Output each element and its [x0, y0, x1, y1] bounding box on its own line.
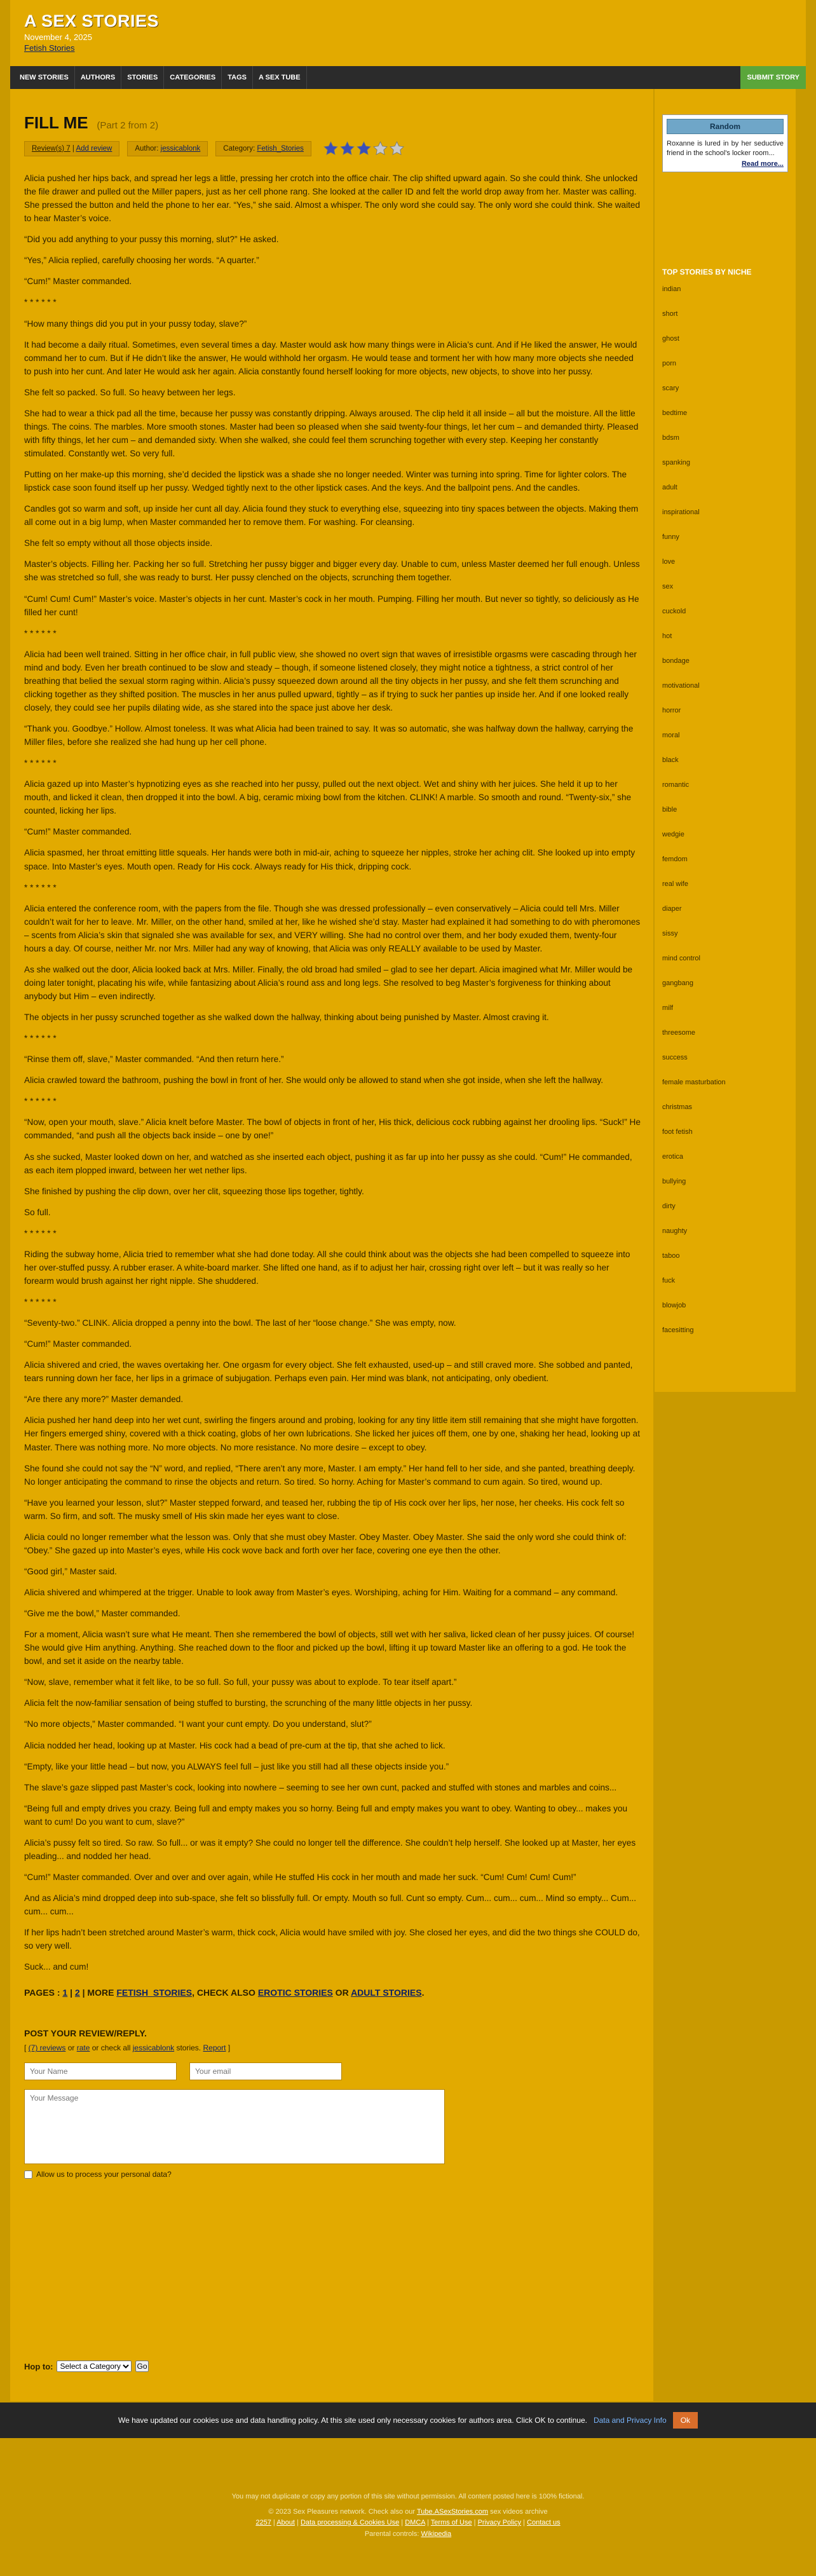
story-paragraph: The slave’s gaze slipped past Master’s cock, looking into nowhere – seeming to see her own cunt, packed and stuffed with stones and marbles and coins...: [24, 1782, 617, 1792]
niche-item[interactable]: bondage: [662, 657, 690, 665]
story-paragraph: “Being full and empty drives you crazy. Being full and empty makes you so horny. Being full and empty makes you want to obey. Wanting to obey... makes you want to cum! Do you want to cum, slave?”: [24, 1803, 628, 1827]
story-paragraph: She felt so packed. So full. So heavy between her legs.: [24, 387, 236, 397]
pages-tail: .: [421, 1987, 425, 1998]
niche-item[interactable]: mind control: [662, 954, 700, 962]
story-paragraph: “How many things did you put in your pussy today, slave?”: [24, 318, 247, 329]
niche-item[interactable]: short: [662, 310, 678, 318]
story-paragraph: As she sucked, Master looked down on her, and watched as she inserted each object, pushing it as far up into her pussy as she could. “Cum!” He commanded, as each item plopped inward, between her wet nether lips.: [24, 1152, 632, 1175]
niche-item[interactable]: foot fetish: [662, 1128, 693, 1136]
wikipedia-link[interactable]: Wikipedia: [421, 2530, 452, 2538]
reviews-count[interactable]: Review(s) 7: [32, 144, 71, 153]
consent-row: [24, 2170, 641, 2179]
footer-link[interactable]: Privacy Policy: [477, 2519, 522, 2527]
niche-item[interactable]: horror: [662, 706, 681, 714]
niche-item[interactable]: erotica: [662, 1152, 684, 1161]
nav-authors[interactable]: AUTHORS: [75, 66, 121, 89]
niche-item[interactable]: gangbang: [662, 979, 693, 987]
site-header: [10, 0, 806, 66]
reviews-pill: [24, 141, 119, 156]
cookie-ok-button[interactable]: Ok: [673, 2412, 698, 2429]
niche-item[interactable]: bedtime: [662, 409, 688, 417]
random-box: [662, 114, 788, 172]
niche-item[interactable]: ghost: [662, 334, 679, 343]
check-also-label: , CHECK ALSO: [192, 1987, 258, 1998]
more-category-link[interactable]: FETISH_STORIES: [116, 1987, 193, 1998]
nav-sex-tube[interactable]: A SEX TUBE: [253, 66, 307, 89]
niche-item[interactable]: diaper: [662, 904, 682, 913]
stories-text: stories.: [174, 2043, 203, 2053]
niche-item[interactable]: black: [662, 756, 679, 764]
email-input[interactable]: [189, 2062, 342, 2080]
more-label: MORE: [85, 1987, 117, 1998]
add-review-link[interactable]: Add review: [76, 144, 112, 153]
story-paragraph: Alicia’s pussy felt so tired. So raw. So full... or was it empty? She could no longer tell the difference. She couldn’t help herself. She looked up at Master, her eyes pleading... and nodded her head.: [24, 1837, 636, 1861]
story-paragraph: “Now, slave, remember what it felt like, to be so full. So full, your pussy was about to explode. To tear itself apart.”: [24, 1677, 457, 1687]
niche-item[interactable]: fuck: [662, 1276, 676, 1285]
review-heading: POST YOUR REVIEW/REPLY.: [24, 2028, 147, 2039]
niche-item[interactable]: success: [662, 1053, 688, 1061]
story-body: [24, 172, 641, 1973]
story-paragraph: Alicia shivered and whimpered at the trigger. Unable to look away from Master’s eyes. Worshiping, aching for Him. Waiting for a command – any command.: [24, 1588, 618, 1597]
pages-label: PAGES :: [24, 1987, 63, 1998]
nav-stories[interactable]: STORIES: [121, 66, 164, 89]
story-paragraph: “No more objects,” Master commanded. “I want your cunt empty. Do you understand, slut?”: [24, 1719, 372, 1729]
niche-item[interactable]: romantic: [662, 780, 690, 789]
site-title[interactable]: A SEX STORIES: [24, 11, 160, 31]
random-text: Roxanne is lured in by her seductive friend in the school's locker room...: [667, 140, 784, 158]
story-paragraph: “Cum!” Master commanded.: [24, 1339, 132, 1349]
review-inputs: [24, 2062, 641, 2080]
niche-item[interactable]: bible: [662, 805, 677, 814]
parental-label: Parental controls:: [364, 2530, 421, 2538]
author-link[interactable]: jessicablonk: [160, 144, 201, 153]
story-paragraph: “Cum!” Master commanded.: [24, 276, 132, 287]
tube-tail: sex videos archive: [488, 2507, 548, 2516]
section-separator: * * * * * *: [24, 1297, 57, 1307]
section-separator: * * * * * *: [24, 882, 57, 892]
niche-item[interactable]: adult: [662, 483, 677, 491]
story-paragraph: If her lips hadn’t been stretched around Master’s warm, thick cock, Alicia would have smiled with joy. She closed her eyes, and did the two things she COULD do, so very well.: [24, 1928, 640, 1951]
section-separator: * * * * * *: [24, 1033, 57, 1044]
story-paragraph: Candles got so warm and soft, up inside her cunt all day. Alicia found they stuck to everything else, squeezing into tiny spaces between the objects. Making them all come out in a big lump, when Master commanded her to remove them. For washing. For cleansing.: [24, 504, 639, 528]
story-paragraph: And as Alicia’s mind dropped deep into sub-space, she felt so blissfully full. Or empty. Mouth so full. Cunt so empty. Cum... cum... cum... Mind so empty... Cum... cum... cum...: [24, 1893, 637, 1917]
niche-item[interactable]: spanking: [662, 458, 691, 467]
story-paragraph: She had to wear a thick pad all the time, because her pussy was constantly dripping. Always aroused. The clip held it all inside – all but the moisture. All the little things. The coins. The marbles. More smooth stones. Master had been so pleased when she said twenty-four things, let her cum – and demanded thirty. Pleased with fifty things, let her cum – and demanded sixty. When she walked, she could feel them scrunching together with every step. Keeping her constantly stimulated. Constantly wet. So very full.: [24, 408, 639, 458]
star-filled-icon[interactable]: [356, 140, 372, 156]
consent-label: Allow us to process your personal data?: [36, 2170, 172, 2179]
hop-label: Hop to:: [24, 2361, 53, 2371]
section-separator: * * * * * *: [24, 758, 57, 768]
niche-title: TOP STORIES BY NICHE: [662, 267, 752, 276]
adult-stories-link[interactable]: ADULT STORIES: [351, 1987, 422, 1998]
story-paragraph: “Did you add anything to your pussy this morning, slut?” He asked.: [24, 235, 279, 245]
niche-item[interactable]: sissy: [662, 929, 678, 937]
nav-categories[interactable]: CATEGORIES: [164, 66, 222, 89]
niche-item[interactable]: scary: [662, 384, 679, 392]
author-pill: [127, 141, 208, 156]
author-label: Author:: [135, 144, 161, 153]
story-paragraph: Alicia pushed her hand deep into her wet cunt, swirling the fingers around and probing, looking for any tiny little item still remaining that she might have forgotten. Her fingers emerged shiny, covered with a thick coating, globs of her own lubrications. She licked her juices off them, one by one, shaking her head, looking up at Master. There was nothing more. No more objects. No more resistance. No more desire – except to obey.: [24, 1415, 640, 1452]
niche-item[interactable]: cuckold: [662, 607, 686, 615]
story-paragraph: “Seventy-two.” CLINK. Alicia dropped a penny into the bowl. The last of her “loose change.” She was empty, now.: [24, 1318, 456, 1328]
story-paragraph: Alicia crawled toward the bathroom, pushing the bowl in front of her. She would only be allowed to stand when she got inside, when she left the hallway.: [24, 1075, 604, 1086]
niche-item[interactable]: threesome: [662, 1028, 695, 1037]
tube-link[interactable]: Tube.ASexStories.com: [416, 2507, 489, 2516]
rate-link[interactable]: rate: [76, 2043, 90, 2053]
footer-link[interactable]: About: [276, 2519, 295, 2527]
niche-item[interactable]: sex: [662, 582, 674, 590]
story-paragraph: “Cum!” Master commanded. Over and over and over again, while He stuffed His cock in her mouth and made her suck. “Cum! Cum! Cum! Cum!”: [24, 1872, 576, 1882]
niche-item[interactable]: bdsm: [662, 433, 679, 442]
niche-item[interactable]: moral: [662, 731, 680, 739]
story-paragraph: She felt so empty without all those objects inside.: [24, 538, 213, 549]
niche-item[interactable]: bullying: [662, 1177, 686, 1185]
story-meta: [24, 140, 641, 156]
rating-stars[interactable]: [323, 140, 405, 156]
story-paragraph: She finished by pushing the clip down, over her clit, squeezing those lips together, tightly.: [24, 1186, 364, 1196]
category-link[interactable]: Fetish Stories: [24, 43, 75, 53]
footer-link[interactable]: Contact us: [527, 2519, 561, 2527]
category-select[interactable]: [57, 2361, 132, 2372]
niche-item[interactable]: taboo: [662, 1251, 680, 1260]
read-more-link[interactable]: Read more...: [741, 160, 784, 168]
consent-checkbox[interactable]: [24, 2171, 32, 2179]
story-paragraph: Alicia had been well trained. Sitting in her office chair, in full public view, she showed no overt sign that waves of irresistible orgasms were cascading through her mind and body. Even her breath continued to be slow and steady – though, if someone listened closely, they might notice a tightness, a strict control of her breathing that belied the sexual storm raging within. Alicia’s pussy squeezed down around all the tiny objects in her pussy, and she felt them scrunching and clicking together as they shifted position. The muscles in her anus pulled upward, tightly – as if trying to suck her panties up inside her. And if one looked really closely, they could see her pupils dilating wide, as she stared into the space just above her desk.: [24, 649, 637, 712]
section-separator: * * * * * *: [24, 297, 57, 308]
niche-item[interactable]: hot: [662, 632, 672, 640]
story-paragraph: “Thank you. Goodbye.” Hollow. Almost toneless. It was what Alicia had been trained to say. It was so automatic, she was halfway down the hallway, carrying the Miller files, before she realized she had hung up her cell phone.: [24, 724, 634, 747]
niche-item[interactable]: inspirational: [662, 508, 700, 516]
category-label: Category:: [223, 144, 257, 153]
page-1-link[interactable]: 1: [62, 1987, 68, 1998]
story-part: (Part 2 from 2): [97, 120, 159, 131]
or-text: or: [65, 2043, 77, 2053]
cookie-bar: [0, 2402, 816, 2438]
site-wrapper: [10, 0, 806, 89]
star-empty-icon[interactable]: [389, 140, 405, 156]
niche-item[interactable]: blowjob: [662, 1301, 686, 1309]
story-paragraph: Alicia shivered and cried, the waves overtaking her. One orgasm for every object. She felt exhausted, used-up – and still craved more. She sobbed and panted, tears running down her face, her lips in a grimace of subjugation. Perhaps even pain. Her mind was blank, not anticipating, only obedient.: [24, 1360, 633, 1384]
story-paragraph: “Yes,” Alicia replied, carefully choosing her words. “A quarter.”: [24, 256, 259, 266]
story-paragraph: Alicia gazed up into Master’s hypnotizing eyes as she reached into her pussy, pulled out the next object. Wet and shiny with her juices. She held it up to her mouth, and licked it clean, then dropped it into the bowl. A big, ceramic mixing bowl from the kitchen. CLINK! A marble. So smooth and round. “Twenty-six,” she counted, licking her lips.: [24, 779, 632, 816]
story-paragraph: Alicia could no longer remember what the lesson was. Only that she must obey Master. Obey Master. Obey Master. She said the only word she could think of: “Obey.” She gazed up into Master’s eyes, while His cock wove back and forth over her face, covering one eye then the other.: [24, 1532, 627, 1555]
niche-item[interactable]: real wife: [662, 880, 688, 888]
story-paragraph: It had become a daily ritual. Sometimes, even several times a day. Master would ask how many things were in Alicia’s cunt. And if He liked the answer, He would command her to cum. But if He didn’t like the answer, He would withhold her orgasm. He would tease and torment her with how many more objects she needed to push into her cunt. And later He would ask her again. Alicia constantly found herself looking for more objects, new objects, to shove into her pussy.: [24, 339, 637, 376]
reviews-sep: |: [70, 144, 76, 153]
privacy-info-link[interactable]: Data and Privacy Info: [593, 2416, 667, 2425]
niche-item[interactable]: christmas: [662, 1103, 693, 1111]
story-paragraph: “Empty, like your little head – but now, you ALWAYS feel full – just like you still had all these objects inside you.”: [24, 1761, 449, 1771]
footer-link[interactable]: DMCA: [405, 2519, 426, 2527]
niche-item[interactable]: naughty: [662, 1227, 688, 1235]
story-paragraph: “Rinse them off, slave,” Master commanded. “And then return here.”: [24, 1054, 284, 1065]
footer-links: 2257 | About | Data processing & Cookies Use | DMCA | Terms of Use | Privacy Policy | Contact us: [255, 2519, 561, 2527]
story-paragraph: So full.: [24, 1207, 51, 1217]
niche-item[interactable]: motivational: [662, 681, 700, 690]
reviews-link[interactable]: (7) reviews: [28, 2043, 66, 2053]
footer: [0, 2491, 816, 2540]
niche-item[interactable]: milf: [662, 1004, 674, 1012]
story-paragraph: Alicia entered the conference room, with the papers from the file. Though she was dressed professionally – even conservatively – Alicia could tell Mrs. Miller couldn’t wait for her to leave. Mr. Miller, on the other hand, smiled at her, like he wished she’d stay. Master had explained it had something to do with pheromones – scents from Alicia’s skin that signaled she was available for sex, and VERY willing. She had no control over them, and her body exuded them, twenty-four hours a day. Of course, neither Mr. nor Mrs. Miller had any way of knowing, that Alicia was only REALLY available to be used by Master.: [24, 903, 641, 953]
niche-item[interactable]: love: [662, 557, 676, 566]
hop-to: [24, 2361, 149, 2372]
section-separator: * * * * * *: [24, 1228, 57, 1238]
erotic-stories-link[interactable]: EROTIC STORIES: [257, 1987, 333, 1998]
niche-item[interactable]: indian: [662, 285, 681, 293]
section-separator: * * * * * *: [24, 628, 57, 638]
story-paragraph: As she walked out the door, Alicia looked back at Mrs. Miller. Finally, the old broad had smiled – glad to see her depart. Alicia imagined what Mr. Miller would be doing later tonight, placating his wife, while fantasizing about Alicia’s round ass and long legs. She resolved to beg Master’s forgiveness for thinking about anybody but Him – even indirectly.: [24, 964, 633, 1001]
story-paragraph: “Have you learned your lesson, slut?” Master stepped forward, and teased her, rubbing the tip of His cock over her lips, her nose, her cheeks. His cock felt so warm. So firm, and soft. The musky smell of His skin made her eyes want to close.: [24, 1497, 625, 1521]
story-paragraph: Riding the subway home, Alicia tried to remember what she had done today. All she could think about was the objects she had been compelled to squeeze into her over-stuffed pussy. A rubber eraser. A white-board marker. She lifted one hand, as if to adjust her hair, crossing right over left – but it was really so her forearm would brush against her right nipple. She shuddered.: [24, 1249, 630, 1286]
author-stories-link[interactable]: jessicablonk: [132, 2043, 175, 2053]
page-2-link[interactable]: 2: [74, 1987, 80, 1998]
nav-new-stories[interactable]: NEW STORIES: [14, 66, 75, 89]
story-paragraph: “Are there any more?” Master demanded.: [24, 1394, 184, 1405]
star-filled-icon[interactable]: [339, 140, 355, 156]
story-paragraph: Alicia felt the now-familiar sensation of being stuffed to bursting, the scrunching of the many little objects in her pussy.: [24, 1698, 473, 1708]
submit-story-button[interactable]: SUBMIT STORY: [740, 66, 806, 89]
category-pill: [215, 141, 311, 156]
sidebar: [655, 89, 796, 1392]
review-links: [ (7) reviews or rate or check all jessicablonk stories. Report ]: [24, 2043, 231, 2053]
footer-link[interactable]: Terms of Use: [430, 2519, 472, 2527]
niche-item[interactable]: facesitting: [662, 1326, 694, 1334]
niche-item[interactable]: female masturbation: [662, 1078, 726, 1086]
pagination: PAGES : 1 | 2 | MORE FETISH_STORIES, CHECK ALSO EROTIC STORIES OR ADULT STORIES.: [24, 1987, 425, 1998]
story-paragraph: “Cum! Cum! Cum!” Master’s voice. Master’s objects in her cunt. Master’s cock in her mouth. Pumping. Filling her mouth. But never so tightly, so deliciously as He filled her cunt!: [24, 594, 639, 617]
star-empty-icon[interactable]: [372, 140, 388, 156]
main-nav: [10, 66, 806, 89]
site-date: November 4, 2025: [24, 32, 92, 42]
name-input[interactable]: [24, 2062, 177, 2080]
story-paragraph: She found she could not say the “N” word, and replied, “There aren’t any more, Master. I am empty.” Her hand fell to her side, and she panted, breathing deeply. No longer anticipating the command to rinse the objects and return. So tired. So horny. Aching for Master’s command to cum again. So tired, wound up.: [24, 1463, 636, 1487]
story-paragraph: Alicia pushed her hips back, and spread her legs a little, pressing her crotch into the office chair. The clip shifted upward again. So she could think. She unlocked the file drawer and pulled out the Miller papers, just as her cell phone rang. She looked at the caller ID and felt the world drop away from her. Master was calling. She pressed the button and held the phone to her ear. “Yes,” she said. Almost a whisper. The only word she could say. The only word she could think. She waited to hear Master’s voice.: [24, 174, 641, 224]
footer-copyright: © 2023 Sex Pleasures network. Check also our: [268, 2507, 417, 2516]
story-paragraph: “Give me the bowl,” Master commanded.: [24, 1609, 180, 1619]
star-filled-icon[interactable]: [323, 140, 339, 156]
story-paragraph: “Now, open your mouth, slave.” Alicia knelt before Master. The bowl of objects in front of her, His thick, delicious cock rubbing against her drooling lips. “Suck!” He commanded, “and push all the objects back inside – one by one!”: [24, 1117, 641, 1141]
story-paragraph: The objects in her pussy scrunched together as she walked down the hallway, thinking about being punished by Master. Almost craving it.: [24, 1012, 549, 1023]
story-paragraph: “Good girl,” Master said.: [24, 1566, 117, 1576]
footer-link[interactable]: Data processing & Cookies Use: [300, 2519, 400, 2527]
nav-tags[interactable]: TAGS: [222, 66, 253, 89]
or-label: OR: [332, 1987, 351, 1998]
report-link[interactable]: Report: [203, 2043, 226, 2053]
story-paragraph: Alicia nodded her head, looking up at Master. His cock had a bead of pre-cum at the tip, that she ached to lick.: [24, 1740, 445, 1750]
niche-item[interactable]: dirty: [662, 1202, 676, 1210]
random-title: Random: [667, 119, 784, 134]
section-separator: * * * * * *: [24, 1096, 57, 1107]
check-all-text: or check all: [90, 2043, 133, 2053]
niche-list: [662, 283, 788, 1349]
story-paragraph: Putting on her make-up this morning, she’d decided the lipstick was a shade she no longer needed. Winter was turning into spring. Time for lighter colors. The lipstick case soon found itself up her pussy. Wedged tightly next to the other lipstick cases. And the keys. And the ballpoint pens. And the candles.: [24, 470, 627, 493]
niche-item[interactable]: funny: [662, 533, 679, 541]
niche-item[interactable]: porn: [662, 359, 677, 367]
go-button[interactable]: Go: [137, 2362, 147, 2371]
story-paragraph: Suck... and cum!: [24, 1962, 89, 1972]
niche-item[interactable]: wedgie: [662, 830, 684, 838]
footer-notice: You may not duplicate or copy any portion of this site without permission. All content posted here is 100% fictional.: [231, 2493, 585, 2500]
story-paragraph: “Cum!” Master commanded.: [24, 827, 132, 837]
niche-item[interactable]: femdom: [662, 855, 688, 863]
story-paragraph: Alicia spasmed, her throat emitting little squeals. Her hands were both in mid-air, aching to squeeze her nipples, stroke her aching clit. She looked up into empty space. Into Master’s eyes. Mouth open. Ready for His cock. Always ready for His thick, dripping cock.: [24, 848, 636, 871]
cookie-text: We have updated our cookies use and data handling policy. At this site used only necessary cookies for authors area. Click OK to continue.: [118, 2416, 587, 2425]
message-textarea[interactable]: [24, 2089, 445, 2164]
main-content: [10, 89, 653, 2401]
story-paragraph: Master’s objects. Filling her. Packing her so full. Stretching her pussy bigger and bigger every day. Unable to cum, unless Master deemed her full enough. Unless she was stretched so full, she was ready to burst. Her pussy clenched on the objects, scrunching them together.: [24, 559, 640, 583]
story-paragraph: For a moment, Alicia wasn’t sure what He meant. Then she remembered the bowl of objects, still wet with her saliva, licked clean of her pussy juices. Of course! She would give Him anything. Anything. She reached down to the floor and picked up the bowl, lifting it up toward Master like an offering to a god. He took the bowl, and set it aside on the nearby table.: [24, 1630, 635, 1666]
story-title: FILL ME: [24, 113, 88, 132]
footer-link[interactable]: 2257: [255, 2519, 271, 2527]
story-category-link[interactable]: Fetish_Stories: [257, 144, 304, 153]
